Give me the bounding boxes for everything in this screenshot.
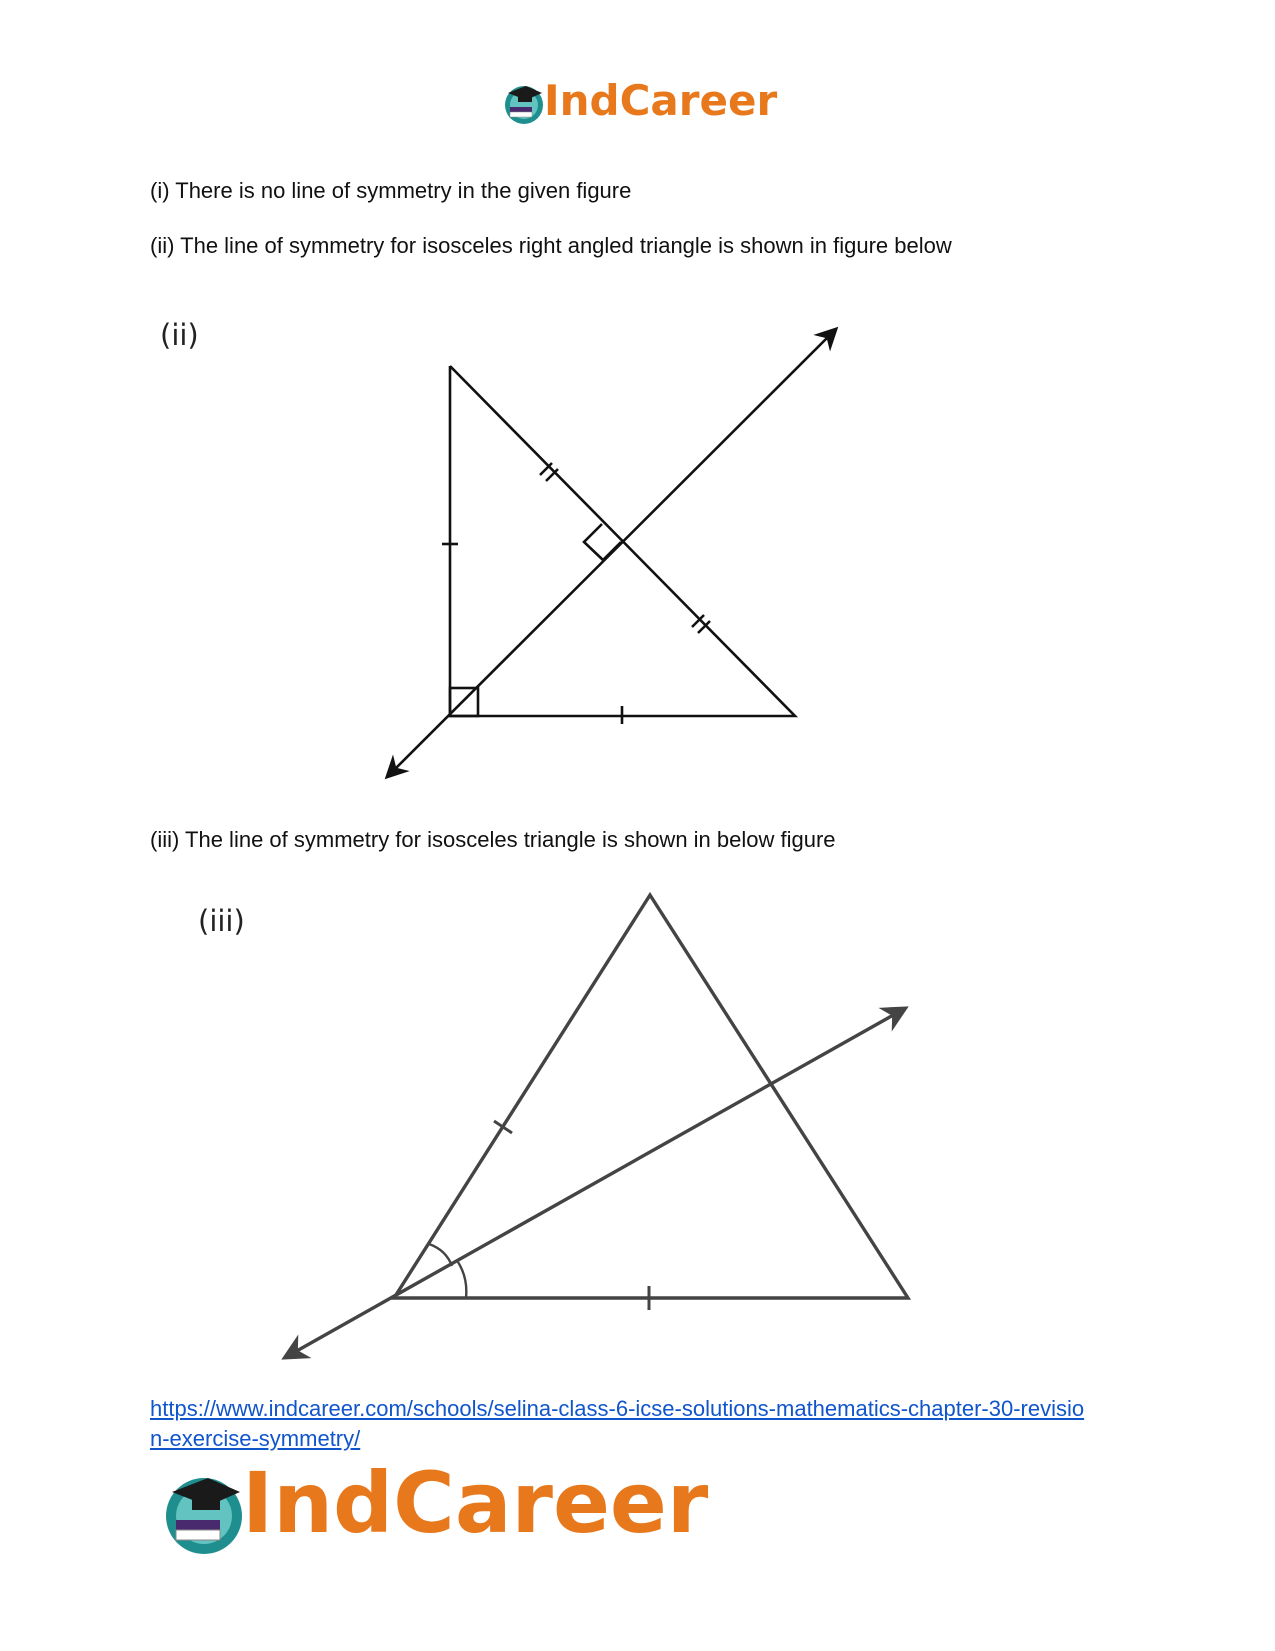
triangle-iii (394, 895, 908, 1298)
figure-ii-label: (ii) (160, 318, 199, 352)
paragraph-i: (i) There is no line of symmetry in the given figure (150, 178, 632, 203)
figure-iii-label: (iii) (198, 904, 245, 938)
angle-arc-lower (458, 1262, 466, 1298)
tick-mark-left-side (494, 1121, 512, 1133)
symmetry-line-iii (286, 1009, 904, 1357)
source-link-line-2[interactable]: n-exercise-symmetry/ (150, 1426, 361, 1451)
graduation-cap-books-globe-icon (160, 1468, 248, 1556)
source-link-line-1[interactable]: https://www.indcareer.com/schools/selina-class-6-icse-solutions-mathematics-chapter-30-revisio (150, 1396, 1085, 1421)
source-link-block (150, 1394, 1150, 1454)
figure-ii-isosceles-right-triangle (0, 0, 1275, 820)
footer-logo (160, 1454, 720, 1562)
figure-iii-isosceles-triangle (0, 860, 1275, 1380)
right-angle-mark-intersection (584, 524, 621, 560)
angle-arc-upper (429, 1244, 452, 1266)
double-tick-lower-hypotenuse (692, 615, 710, 633)
paragraph-iii: (iii) The line of symmetry for isosceles triangle is shown in below figure (150, 827, 836, 852)
header-logo-text: IndCareer (544, 76, 778, 125)
paragraph-ii: (ii) The line of symmetry for isosceles right angled triangle is shown in figure below (150, 233, 952, 258)
double-tick-upper-hypotenuse (540, 463, 558, 481)
footer-logo-text: IndCareer (242, 1454, 709, 1552)
